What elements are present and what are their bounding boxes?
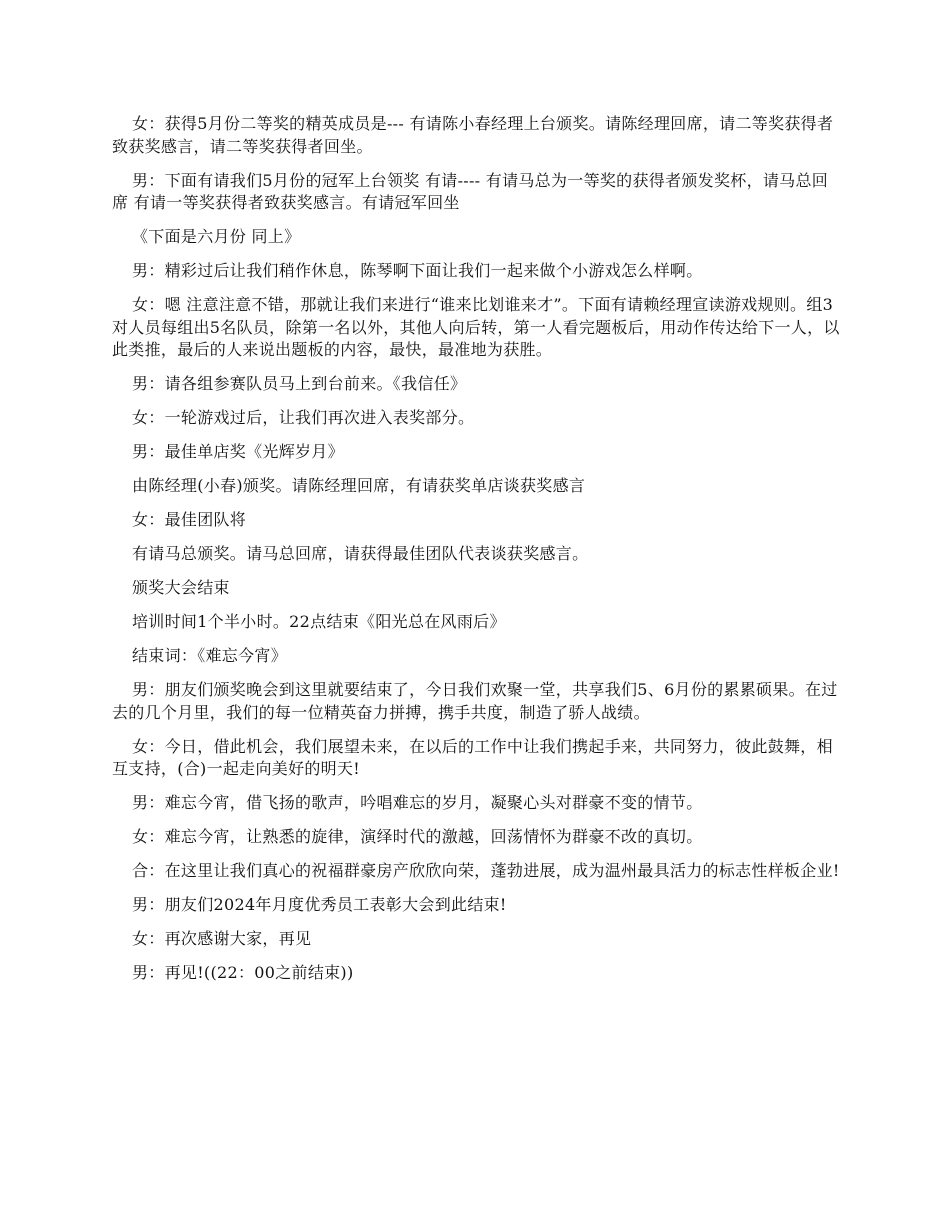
paragraph: 女：获得5月份二等奖的精英成员是--- 有请陈小春经理上台颁奖。请陈经理回席，请二等奖获得者致获奖感言，请二等奖获得者回坐。 <box>112 114 834 156</box>
paragraph: 结束词：《难忘今宵》 <box>132 646 288 665</box>
paragraph: 男：请各组参赛队员马上到台前来。《我信任》 <box>132 374 467 393</box>
paragraph: 女：最佳团队将 <box>132 510 247 529</box>
paragraph: 合：在这里让我们真心的祝福群豪房产欣欣向荣，蓬勃进展，成为温州最具活力的标志性样板企业! <box>132 861 840 880</box>
paragraph: 有请马总颁奖。请马总回席，请获得最佳团队代表谈获奖感言。 <box>132 544 589 563</box>
paragraph: 男：下面有请我们5月份的冠军上台领奖 有请---- 有请马总为一等奖的获得者颁发奖杯，请马总回席 有请一等奖获得者致获奖感言。有请冠军回坐 <box>112 170 829 212</box>
paragraph: 女：今日，借此机会，我们展望未来，在以后的工作中让我们携起手来，共同努力，彼此鼓舞，相互支持，(合)一起走向美好的明天! <box>112 736 833 778</box>
paragraph: 女：再次感谢大家，再见 <box>132 929 312 948</box>
paragraph: 培训时间1个半小时。22点结束《阳光总在风雨后》 <box>132 612 506 631</box>
paragraph: 男：精彩过后让我们稍作休息，陈琴啊下面让我们一起来做个小游戏怎么样啊。 <box>132 261 703 280</box>
paragraph: 由陈经理(小春)颁奖。请陈经理回席，有请获奖单店谈获奖感言 <box>132 476 586 495</box>
paragraph: 男：难忘今宵，借飞扬的歌声，吟唱难忘的岁月，凝聚心头对群豪不变的情节。 <box>132 793 703 812</box>
document-body <box>112 113 840 996</box>
paragraph: 女：难忘今宵，让熟悉的旋律，演绎时代的激越，回荡情怀为群豪不改的真切。 <box>132 827 703 846</box>
paragraph: 颁奖大会结束 <box>132 578 230 597</box>
paragraph: 《下面是六月份 同上》 <box>132 227 301 246</box>
paragraph: 男：再见!((22：00之前结束)) <box>132 963 354 982</box>
paragraph: 男：朋友们2024年月度优秀员工表彰大会到此结束! <box>132 895 507 914</box>
paragraph: 女：一轮游戏过后，让我们再次进入表奖部分。 <box>132 408 475 427</box>
paragraph: 男：朋友们颁奖晚会到这里就要结束了，今日我们欢聚一堂，共享我们5、6月份的累累硕果。在过去的几个月里，我们的每一位精英奋力拼搏，携手共度，制造了骄人战绩。 <box>112 680 838 722</box>
paragraph: 女：嗯 注意注意不错，那就让我们来进行“谁来比划谁来才”。下面有请赖经理宣读游戏规则。组3对人员每组出5名队员，除第一名以外，其他人向后转，第一人看完题板后，用动作传达给下一人，以此类推，最后的人来说出题板的内容，最快，最准地为获胜。 <box>112 295 840 359</box>
paragraph: 男：最佳单店奖《光辉岁月》 <box>132 442 344 461</box>
